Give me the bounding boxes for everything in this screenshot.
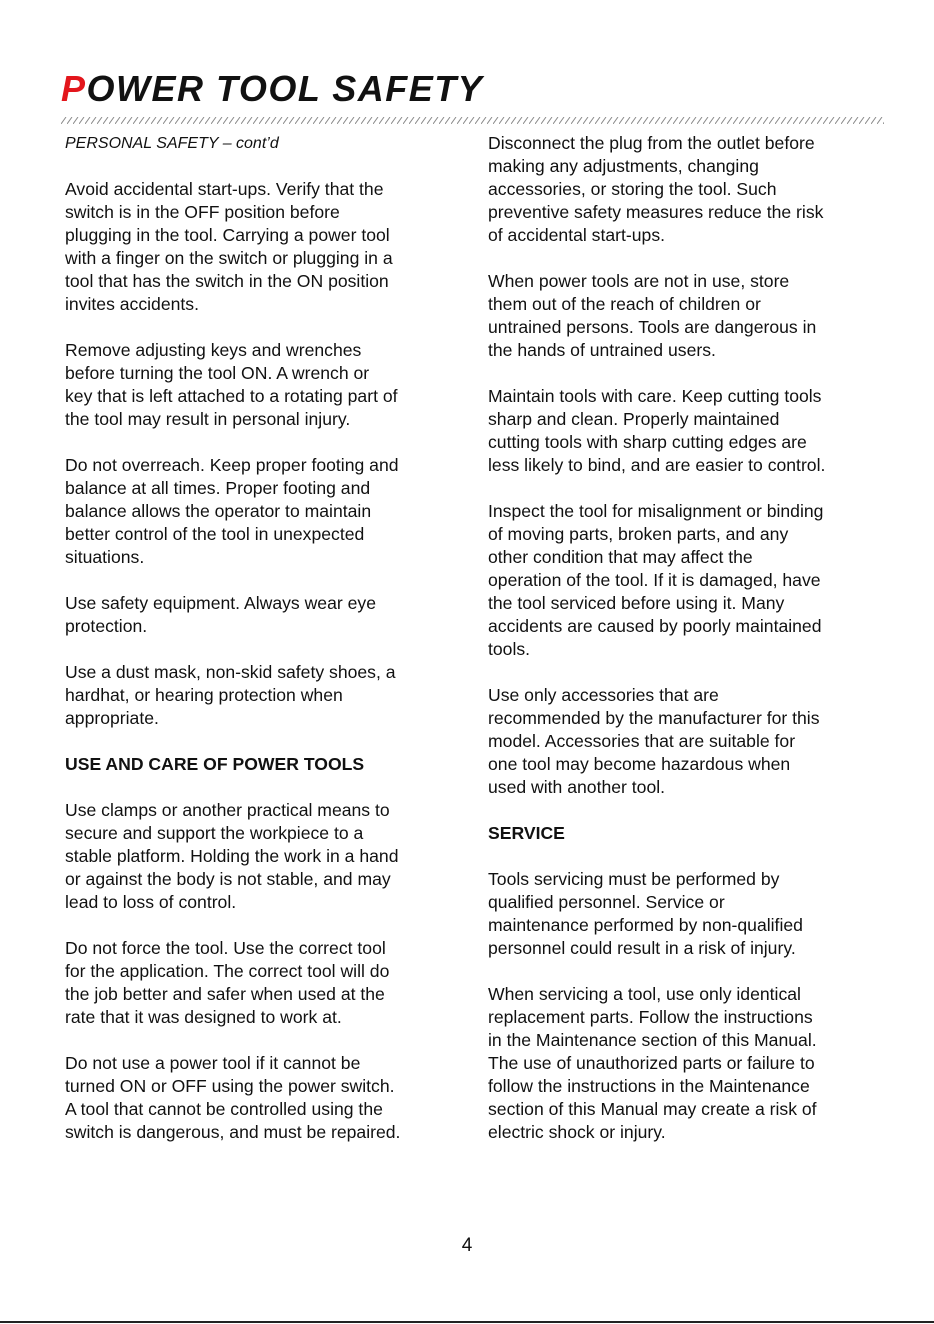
paragraph: Use clamps or another practical means to secure and support the workpiece to a stable platform. Holding the work in a hand or against the body is not stable, and may lead to loss of control. [65, 800, 399, 912]
paragraph: Do not use a power tool if it cannot be turned ON or OFF using the power switch. A tool that cannot be controlled using the switch is dangerous, and must be repaired. [65, 1053, 401, 1142]
hatched-divider [61, 117, 884, 124]
paragraph: Use safety equipment. Always wear eye protection. [65, 593, 376, 636]
paragraph: Maintain tools with care. Keep cutting tools sharp and clean. Properly maintained cutting tools with sharp cutting edges are less likely to bind, and are easier to control. [488, 386, 826, 475]
section-heading: SERVICE [488, 823, 565, 843]
section-subheading: PERSONAL SAFETY – cont’d [65, 135, 279, 152]
title-text: OWER TOOL SAFETY [86, 68, 484, 109]
paragraph: When servicing a tool, use only identical replacement parts. Follow the instructions in the Maintenance section of this Manual. The use of unauthorized parts or failure to follow the instructions in the Maintenance section of this Manual may create a risk of electric shock or injury. [488, 984, 817, 1142]
paragraph: Tools servicing must be performed by qualified personnel. Service or maintenance performed by non-qualified personnel could result in a risk of injury. [488, 869, 803, 958]
paragraph: Remove adjusting keys and wrenches before turning the tool ON. A wrench or key that is left attached to a rotating part of the tool may result in personal injury. [65, 340, 398, 429]
paragraph: Do not overreach. Keep proper footing and balance at all times. Proper footing and balance allows the operator to maintain better control of the tool in unexpected situations. [65, 455, 399, 567]
paragraph: When power tools are not in use, store them out of the reach of children or untrained persons. Tools are dangerous in the hands of untrained users. [488, 271, 817, 360]
left-column [65, 132, 455, 1167]
paragraph: Avoid accidental start-ups. Verify that the switch is in the OFF position before plugging in the tool. Carrying a power tool with a finger on the switch or plugging in a tool that has the switch in the ON position invites accidents. [65, 179, 393, 314]
paragraph: Disconnect the plug from the outlet before making any adjustments, changing accessories, or storing the tool. Such preventive safety measures reduce the risk of accidental start-ups. [488, 133, 824, 245]
paragraph: Use a dust mask, non-skid safety shoes, a hardhat, or hearing protection when appropriate. [65, 662, 396, 728]
paragraph: Do not force the tool. Use the correct tool for the application. The correct tool will do the job better and safer when used at the rate that it was designed to work at. [65, 938, 390, 1027]
right-column [488, 132, 888, 1167]
paragraph: Use only accessories that are recommended by the manufacturer for this model. Accessories that are suitable for one tool may become hazardous when used with another tool. [488, 685, 820, 797]
page-number: 4 [461, 1235, 473, 1256]
paragraph: Inspect the tool for misalignment or binding of moving parts, broken parts, and any other condition that may affect the operation of the tool. If it is damaged, have the tool serviced before using it. Many accidents are caused by poorly maintained tools. [488, 501, 824, 659]
page-title [61, 66, 483, 112]
page-bottom-border [0, 1321, 934, 1323]
section-heading: USE AND CARE OF POWER TOOLS [65, 754, 365, 774]
title-accent-letter: P [61, 68, 87, 109]
